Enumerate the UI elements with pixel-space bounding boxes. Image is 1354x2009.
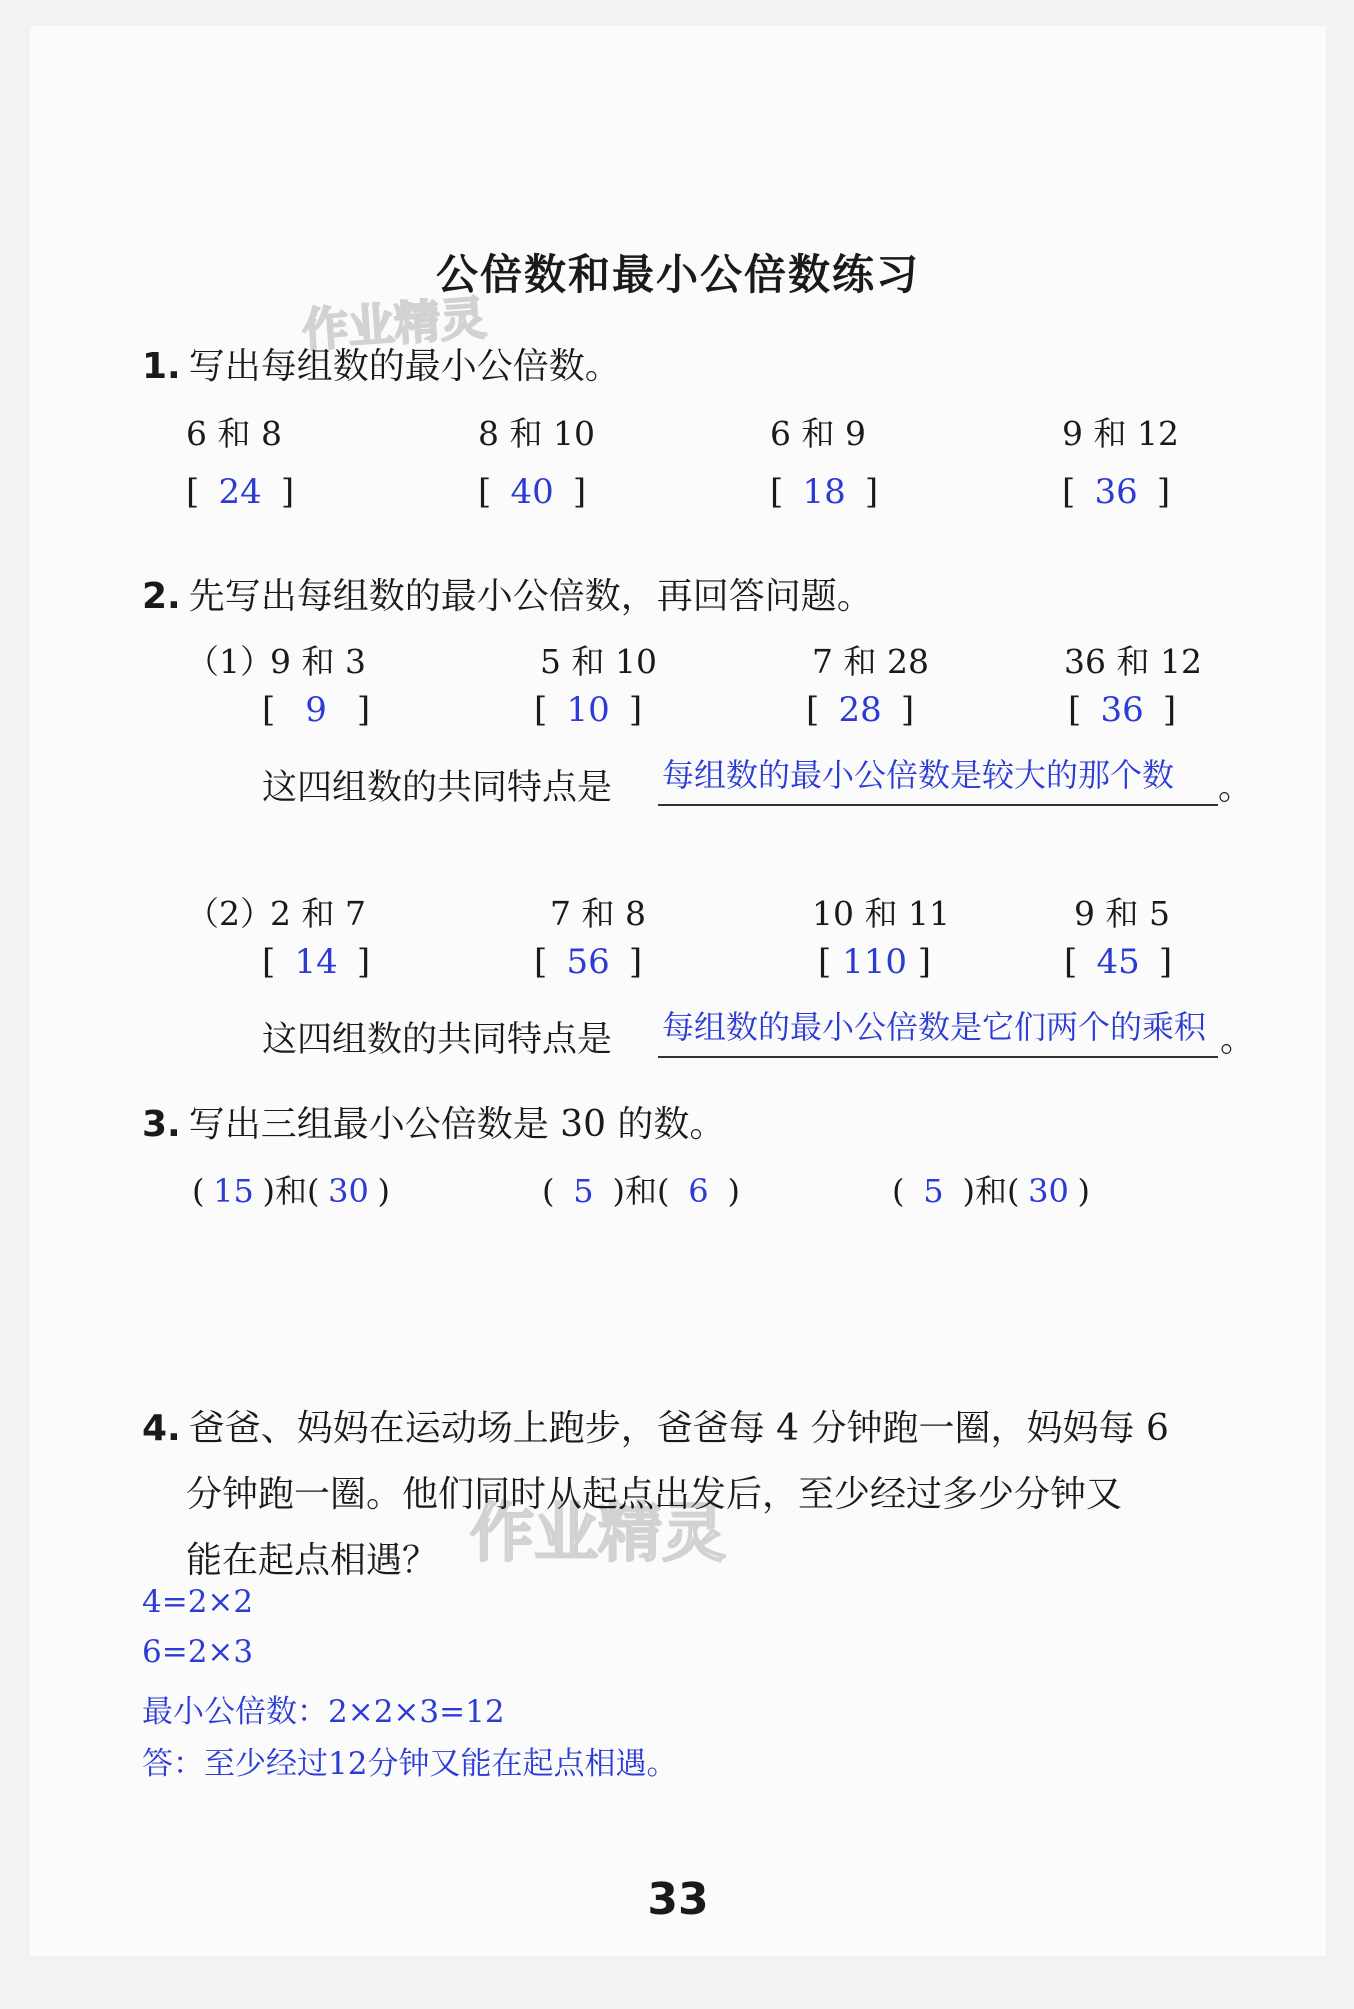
watermark: 作业精灵 bbox=[300, 290, 488, 358]
answer-value: 110 bbox=[842, 942, 907, 982]
number-pair: 8 和 10 bbox=[478, 414, 595, 453]
answer-bracket: [ 24 ] bbox=[186, 472, 295, 512]
page-number: 33 bbox=[647, 1874, 709, 1925]
answer-value: 45 bbox=[1096, 942, 1140, 982]
question-2 bbox=[142, 568, 873, 619]
feature-prompt: 这四组数的共同特点是 bbox=[262, 768, 613, 808]
answer-bracket: [ 36 ] bbox=[1068, 690, 1177, 730]
work-line: 4=2×2 bbox=[142, 1584, 254, 1620]
answer-value: 24 bbox=[218, 472, 262, 512]
question-number: 4. bbox=[142, 1408, 181, 1449]
answer-bracket: [ 28 ] bbox=[806, 690, 915, 730]
answer-value: 15 bbox=[213, 1172, 254, 1210]
question-3 bbox=[142, 1096, 725, 1147]
question-text: 写出三组最小公倍数是 30 的数。 bbox=[188, 1104, 726, 1145]
question-1 bbox=[142, 338, 621, 389]
answer-value: 14 bbox=[294, 942, 338, 982]
answer-value: 10 bbox=[566, 690, 610, 730]
answer-value: 5 bbox=[923, 1172, 944, 1210]
answer-underline bbox=[658, 1056, 1218, 1058]
answer-bracket: [ 18 ] bbox=[770, 472, 879, 512]
number-pair: 10 和 11 bbox=[812, 894, 950, 933]
answer-value: 18 bbox=[802, 472, 846, 512]
answer-value: 6 bbox=[688, 1172, 709, 1210]
feature-answer: 每组数的最小公倍数是它们两个的乘积 bbox=[662, 1008, 1207, 1046]
work-line: 6=2×3 bbox=[142, 1634, 254, 1670]
number-pair: 36 和 12 bbox=[1064, 642, 1202, 681]
number-pair: 6 和 9 bbox=[770, 414, 866, 453]
answer-value: 40 bbox=[510, 472, 554, 512]
answer-value: 36 bbox=[1094, 472, 1138, 512]
question-text-line: 分钟跑一圈。他们同时从起点出发后，至少经过多少分钟又 bbox=[186, 1474, 1123, 1515]
answer-bracket: [ 56 ] bbox=[534, 942, 643, 982]
question-number: 1. bbox=[142, 346, 181, 387]
page-title: 公倍数和最小公倍数练习 bbox=[435, 250, 920, 299]
part-label: （1） bbox=[186, 642, 273, 681]
question-text: 爸爸、妈妈在运动场上跑步，爸爸每 4 分钟跑一圈，妈妈每 6 bbox=[188, 1408, 1169, 1449]
question-text-line: 能在起点相遇？ bbox=[186, 1540, 439, 1581]
answer-line: 答：至少经过12分钟又能在起点相遇。 bbox=[142, 1746, 678, 1782]
answer-value: 36 bbox=[1100, 690, 1144, 730]
work-line: 最小公倍数：2×2×3=12 bbox=[142, 1694, 505, 1730]
answer-bracket: [ 14 ] bbox=[262, 942, 371, 982]
number-pair: 9 和 12 bbox=[1062, 414, 1179, 453]
part-label: （2） bbox=[186, 894, 273, 933]
answer-value: 56 bbox=[566, 942, 610, 982]
question-number: 3. bbox=[142, 1104, 181, 1145]
answer-value: 28 bbox=[838, 690, 882, 730]
number-group: ( 5 )和( 6 ) bbox=[542, 1172, 740, 1210]
number-pair: 9 和 3 bbox=[270, 642, 366, 681]
question-text: 先写出每组数的最小公倍数，再回答问题。 bbox=[188, 576, 873, 617]
question-number: 2. bbox=[142, 576, 181, 617]
question-4 bbox=[142, 1400, 1169, 1451]
answer-value: 9 bbox=[305, 690, 327, 730]
answer-bracket: [ 9 ] bbox=[262, 690, 371, 730]
connector: 和 bbox=[974, 1172, 1007, 1210]
answer-bracket: [ 45 ] bbox=[1064, 942, 1173, 982]
number-pair: 7 和 8 bbox=[550, 894, 646, 933]
sentence-end: 。 bbox=[1218, 768, 1254, 808]
number-group: ( 5 )和( 30 ) bbox=[892, 1172, 1090, 1210]
number-pair: 5 和 10 bbox=[540, 642, 657, 681]
connector: 和 bbox=[274, 1172, 307, 1210]
number-pair: 2 和 7 bbox=[270, 894, 366, 933]
question-text: 写出每组数的最小公倍数。 bbox=[188, 346, 621, 387]
answer-value: 30 bbox=[1028, 1172, 1069, 1210]
answer-underline bbox=[658, 804, 1218, 806]
answer-bracket: [ 40 ] bbox=[478, 472, 587, 512]
answer-bracket: [ 110 ] bbox=[818, 942, 932, 982]
connector: 和 bbox=[624, 1172, 657, 1210]
worksheet-page bbox=[30, 26, 1326, 1956]
answer-value: 30 bbox=[328, 1172, 369, 1210]
feature-prompt: 这四组数的共同特点是 bbox=[262, 1020, 613, 1060]
answer-bracket: [ 10 ] bbox=[534, 690, 643, 730]
number-pair: 6 和 8 bbox=[186, 414, 282, 453]
number-pair: 7 和 28 bbox=[812, 642, 929, 681]
watermark: 作业精灵 bbox=[470, 1497, 726, 1571]
answer-value: 5 bbox=[573, 1172, 594, 1210]
number-pair: 9 和 5 bbox=[1074, 894, 1170, 933]
feature-answer: 每组数的最小公倍数是较大的那个数 bbox=[662, 756, 1175, 794]
answer-bracket: [ 36 ] bbox=[1062, 472, 1171, 512]
sentence-end: 。 bbox=[1220, 1020, 1256, 1060]
number-group: ( 15 )和( 30 ) bbox=[192, 1172, 390, 1210]
